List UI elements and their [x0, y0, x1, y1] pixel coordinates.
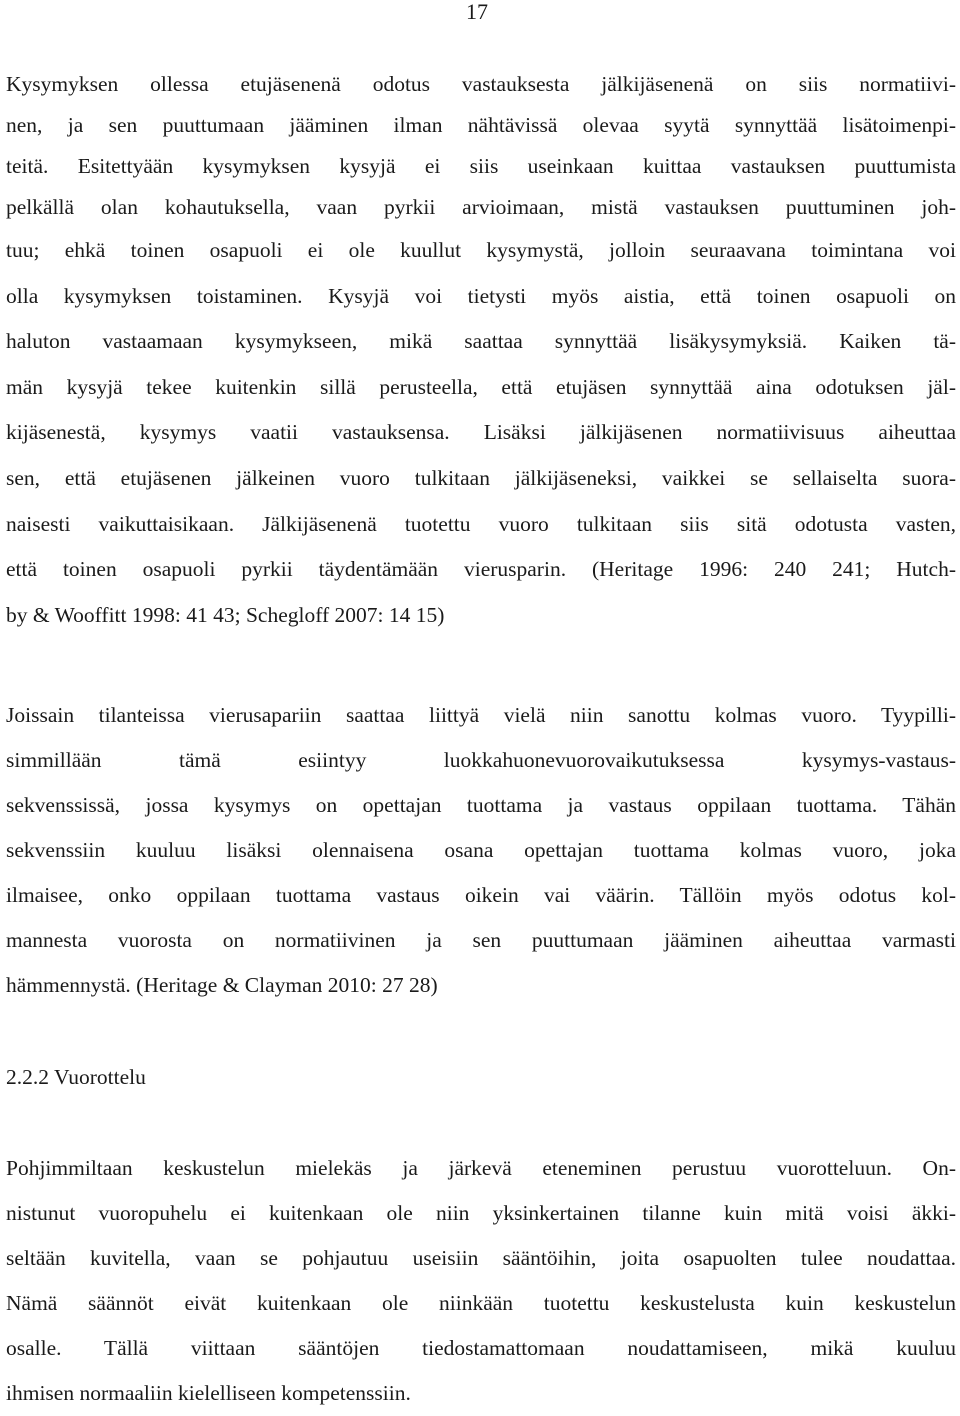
- text-line: ihmisen normaaliin kielelliseen kompetenssiin.: [6, 1381, 411, 1405]
- text-line: by & Wooffitt 1998: 41 43; Schegloff 2007: 14 15): [6, 602, 445, 627]
- text-line: haluton vastaamaan kysymykseen, mikä saattaa synnyttää lisäkysymyksiä. Kaiken tä-: [6, 329, 956, 354]
- text-line: osalle. Tällä viittaan sääntöjen tiedostamattomaan noudattamiseen, mikä kuuluu: [6, 1336, 956, 1360]
- text-line: Kysymyksen ollessa etujäsenenä odotus vastauksesta jälkijäsenenä on siis normatiivi-: [6, 72, 956, 96]
- paragraph-question-answer-normativity: [6, 64, 956, 638]
- text-line: tuu; ehkä toinen osapuoli ei ole kuullut kysymystä, jolloin seuraavana toimintana voi: [6, 238, 956, 262]
- page-number: 17: [466, 0, 488, 24]
- text-line: män kysyjä tekee kuitenkin sillä perusteella, että etujäsen synnyttää aina odotuksen jäl-: [6, 374, 956, 399]
- text-line: naisesti vaikuttaisikaan. Jälkijäsenenä tuotettu vuoro tulkitaan siis sitä odotusta vasten,: [6, 511, 956, 536]
- text-line: mannesta vuorosta on normatiivinen ja sen puuttumaan jääminen aiheuttaa varmasti: [6, 928, 956, 952]
- text-line: että toinen osapuoli pyrkii täydentämään vierusparin. (Heritage 1996: 240 241; Hutch-: [6, 557, 956, 582]
- text-line: nistunut vuoropuhelu ei kuitenkaan ole niin yksinkertainen tilanne kuin mitä voisi äkki-: [6, 1201, 956, 1225]
- text-line: hämmennystä. (Heritage & Clayman 2010: 27 28): [6, 973, 438, 997]
- text-line: pelkällä olan kohautuksella, vaan pyrkii arvioimaan, mistä vastauksen puuttuminen joh-: [6, 195, 956, 219]
- text-line: Joissain tilanteissa vierusapariin saattaa liittyä vielä niin sanottu kolmas vuoro. Tyypilli-: [6, 703, 956, 727]
- text-line: sekvenssiin kuuluu lisäksi olennaisena osana opettajan tuottama kolmas vuoro, joka: [6, 838, 956, 862]
- text-line: Pohjimmiltaan keskustelun mielekäs ja järkevä eteneminen perustuu vuorotteluun. On-: [6, 1156, 956, 1180]
- section-heading: 2.2.2 Vuorottelu: [6, 1065, 146, 1089]
- paragraph-third-turn: [6, 693, 956, 1008]
- text-line: Nämä säännöt eivät kuitenkaan ole niinkään tuotettu keskustelusta kuin keskustelun: [6, 1291, 956, 1315]
- text-line: olla kysymyksen toistaminen. Kysyjä voi tietysti myös aistia, että toinen osapuoli on: [6, 283, 956, 308]
- text-line: simmillään tämä esiintyy luokkahuonevuorovaikutuksessa kysymys-vastaus-: [6, 748, 956, 772]
- text-line: ilmaisee, onko oppilaan tuottama vastaus oikein vai väärin. Tällöin myös odotus kol-: [6, 883, 956, 907]
- text-line: sekvenssissä, jossa kysymys on opettajan tuottama ja vastaus oppilaan tuottama. Tähän: [6, 793, 956, 817]
- text-line: teitä. Esitettyään kysymyksen kysyjä ei siis useinkaan kuittaa vastauksen puuttumista: [6, 154, 956, 178]
- text-line: sen, että etujäsenen jälkeinen vuoro tulkitaan jälkijäseneksi, vaikkei se sellaiselta suora-: [6, 465, 956, 490]
- text-line: seltään kuvitella, vaan se pohjautuu useisiin sääntöihin, joita osapuolten tulee noudattaa.: [6, 1246, 956, 1270]
- text-line: kijäsenestä, kysymys vaatii vastauksensa. Lisäksi jälkijäsenen normatiivisuus aiheuttaa: [6, 420, 956, 445]
- text-line: nen, ja sen puuttumaan jääminen ilman nähtävissä olevaa syytä synnyttää lisätoimenpi-: [6, 113, 956, 137]
- paragraph-turn-taking: [6, 1146, 956, 1416]
